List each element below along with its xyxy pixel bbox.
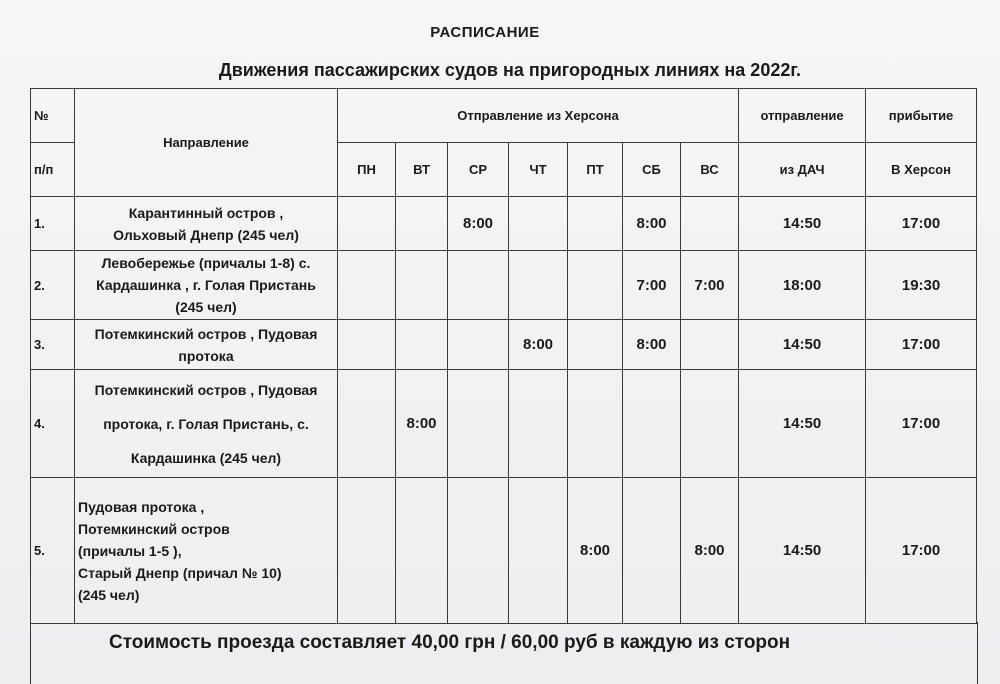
schedule-body [31,89,977,624]
day-header-sat: СБ [623,143,681,197]
table-row [31,197,977,251]
day-time-cell [568,197,623,251]
day-time-cell: 8:00 [623,197,681,251]
day-time-cell: 8:00 [568,478,623,624]
day-time-cell [568,251,623,320]
day-time-cell [509,197,568,251]
day-time-cell [448,370,509,478]
direction-line: протока [178,347,234,364]
day-time-cell [623,370,681,478]
price-note [30,622,978,684]
header-row-top [31,89,977,143]
day-header-wed: СР [448,143,509,197]
day-time-cell: 7:00 [623,251,681,320]
day-time-cell [338,320,396,370]
row-direction [75,370,338,478]
day-time-cell: 8:00 [448,197,509,251]
day-time-cell [448,478,509,624]
direction-line: Пудовая протока , [78,498,205,515]
day-time-cell [396,251,448,320]
day-time-cell [448,320,509,370]
price-note-text: Стоимость проезда составляет 40,00 грн / 60,00 руб в каждую из сторон [109,632,791,653]
day-time-cell [448,251,509,320]
num-header-top: № [31,89,75,143]
depart-kherson-header: Отправление из Херсона [338,89,739,143]
arrive-time-cell: 17:00 [866,320,977,370]
row-number: 2. [31,251,75,320]
direction-line: (245 чел) [175,299,237,315]
arrive-time-cell: 17:00 [866,197,977,251]
page-title: РАСПИСАНИЕ [430,24,540,41]
row-direction [75,251,338,320]
row-number: 5. [31,478,75,624]
day-time-cell [568,370,623,478]
direction-header: Направление [75,89,338,197]
day-time-cell [509,370,568,478]
day-time-cell [338,251,396,320]
day-time-cell [396,320,448,370]
depart-time-cell: 14:50 [739,197,866,251]
arrive-time-cell: 19:30 [866,251,977,320]
day-time-cell: 7:00 [681,251,739,320]
day-time-cell [509,478,568,624]
day-time-cell [338,478,396,624]
row-number: 4. [31,370,75,478]
day-time-cell [338,197,396,251]
table-row [31,370,977,478]
direction-line: (245 чел) [78,586,140,603]
page-subtitle: Движения пассажирских судов на пригородных линиях на 2022г. [218,60,802,80]
direction-line: Кардашинка , г. Голая Пристань [96,277,316,293]
depart-time-cell: 18:00 [739,251,866,320]
depart-time-cell: 14:50 [739,320,866,370]
day-time-cell: 8:00 [396,370,448,478]
day-header-fri: ПТ [568,143,623,197]
table-row [31,251,977,320]
arrive-time-cell: 17:00 [866,370,977,478]
day-time-cell [623,478,681,624]
table-row [31,478,977,624]
day-time-cell [338,370,396,478]
day-time-cell [568,320,623,370]
day-header-thu: ЧТ [509,143,568,197]
schedule-table [30,88,977,624]
day-time-cell [509,251,568,320]
day-header-tue: ВТ [396,143,448,197]
num-header-bottom: п/п [31,143,75,197]
row-number: 3. [31,320,75,370]
arrive-time-cell: 17:00 [866,478,977,624]
row-number: 1. [31,197,75,251]
direction-line: Ольховый Днепр (245 чел) [113,226,299,243]
day-time-cell: 8:00 [681,478,739,624]
direction-line: Потемкинский остров [78,520,230,537]
from-dach-header: из ДАЧ [739,143,866,197]
table-row [31,320,977,370]
row-direction [75,320,338,370]
depart-time-cell: 14:50 [739,370,866,478]
row-direction [75,197,338,251]
day-header-mon: ПН [338,143,396,197]
direction-line: протока, г. Голая Пристань, с. [103,415,309,432]
day-time-cell: 8:00 [623,320,681,370]
direction-line: Левобережье (причалы 1-8) с. [101,255,311,271]
day-time-cell: 8:00 [509,320,568,370]
day-time-cell [681,370,739,478]
arrive-header: прибытие [866,89,977,143]
depart-header: отправление [739,89,866,143]
direction-line: Потемкинский остров , Пудовая [94,381,318,398]
day-time-cell [681,197,739,251]
direction-line: (причалы 1-5 ), [78,542,182,559]
to-kherson-header: В Херсон [866,143,977,197]
depart-time-cell: 14:50 [739,478,866,624]
direction-line: Кардашинка (245 чел) [130,449,282,466]
direction-line: Старый Днепр (причал № 10) [78,564,282,581]
day-header-sun: ВС [681,143,739,197]
day-time-cell [396,478,448,624]
direction-line: Потемкинский остров , Пудовая [94,325,318,342]
direction-line: Карантинный остров , [128,204,284,221]
row-direction [75,478,338,624]
day-time-cell [396,197,448,251]
day-time-cell [681,320,739,370]
